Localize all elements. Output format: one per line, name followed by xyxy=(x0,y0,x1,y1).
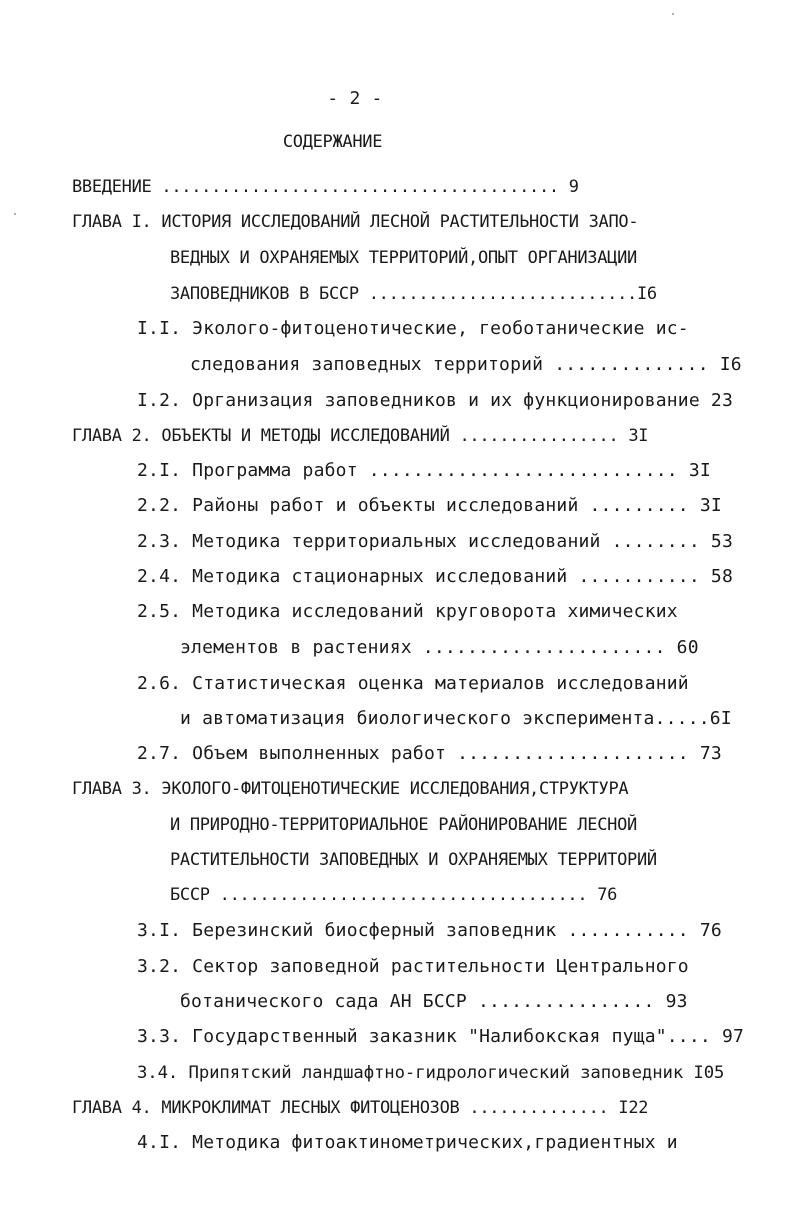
toc-chapter-1-cont: ЗАПОВЕДНИКОВ В БССР ...........................I6 xyxy=(170,284,657,304)
toc-chapter-3-cont: БССР ..................................... 76 xyxy=(170,885,618,905)
toc-section-3-2-cont: ботанического сада АН БССР ................ 93 xyxy=(180,991,688,1012)
toc-entry-introduction: ВВЕДЕНИЕ ........................................ 9 xyxy=(72,177,579,197)
toc-chapter-1: ГЛАВА I. ИСТОРИЯ ИССЛЕДОВАНИЙ ЛЕСНОЙ РАСТИТЕЛЬНОСТИ ЗАПО- xyxy=(72,212,639,232)
toc-section-1-1: I.I. Эколого-фитоценотические, геоботанические ис- xyxy=(137,318,689,339)
toc-chapter-3-cont: И ПРИРОДНО-ТЕРРИТОРИАЛЬНОЕ РАЙОНИРОВАНИЕ ЛЕСНОЙ xyxy=(170,815,637,835)
toc-section-1-1-cont: следования заповедных территорий .............. I6 xyxy=(190,354,742,375)
page-number: - 2 - xyxy=(327,88,383,109)
scan-speck xyxy=(672,13,674,15)
toc-section-2-6-cont: и автоматизация биологического эксперимента.....6I xyxy=(180,708,732,729)
toc-section-2-1: 2.I. Программа работ ............................ 3I xyxy=(137,460,711,481)
toc-section-2-6: 2.6. Статистическая оценка материалов исследований xyxy=(137,673,689,694)
toc-chapter-3-cont: РАСТИТЕЛЬНОСТИ ЗАПОВЕДНЫХ И ОХРАНЯЕМЫХ ТЕРРИТОРИЙ xyxy=(170,850,657,870)
toc-section-3-1: 3.I. Березинский биосферный заповедник ........... 76 xyxy=(137,920,722,941)
toc-section-4-1: 4.I. Методика фитоактинометрических,градиентных и xyxy=(137,1132,678,1153)
toc-section-2-2: 2.2. Районы работ и объекты исследований ......... 3I xyxy=(137,495,722,516)
toc-section-2-7: 2.7. Объем выполненных работ ..................... 73 xyxy=(137,743,722,764)
toc-section-3-3: 3.3. Государственный заказник "Налибокская пуща".... 97 xyxy=(137,1026,745,1047)
page-title: СОДЕРЖАНИЕ xyxy=(282,132,383,152)
toc-chapter-3: ГЛАВА 3. ЭКОЛОГО-ФИТОЦЕНОТИЧЕСКИЕ ИССЛЕДОВАНИЯ,СТРУКТУРА xyxy=(72,779,629,799)
toc-section-2-4: 2.4. Методика стационарных исследований ........... 58 xyxy=(137,566,733,587)
toc-section-1-2: I.2. Организация заповедников и их функционирование 23 xyxy=(137,390,733,411)
toc-section-2-5: 2.5. Методика исследований круговорота химических xyxy=(137,601,678,622)
toc-section-2-5-cont: элементов в растениях ...................... 60 xyxy=(180,637,699,658)
toc-section-3-2: 3.2. Сектор заповедной растительности Центрального xyxy=(137,956,689,977)
scan-speck xyxy=(14,213,16,215)
toc-chapter-1-cont: ВЕДНЫХ И ОХРАНЯЕМЫХ ТЕРРИТОРИЙ,ОПЫТ ОРГАНИЗАЦИИ xyxy=(170,248,637,268)
toc-section-3-4: 3.4. Припятский ландшафтно-гидрологический заповедник I05 xyxy=(137,1063,725,1083)
toc-chapter-4: ГЛАВА 4. МИКРОКЛИМАТ ЛЕСНЫХ ФИТОЦЕНОЗОВ .............. I22 xyxy=(72,1098,649,1118)
toc-chapter-2: ГЛАВА 2. ОБЪЕКТЫ И МЕТОДЫ ИССЛЕДОВАНИЙ ................ 3I xyxy=(72,426,649,446)
toc-section-2-3: 2.3. Методика территориальных исследований ........ 53 xyxy=(137,531,733,552)
